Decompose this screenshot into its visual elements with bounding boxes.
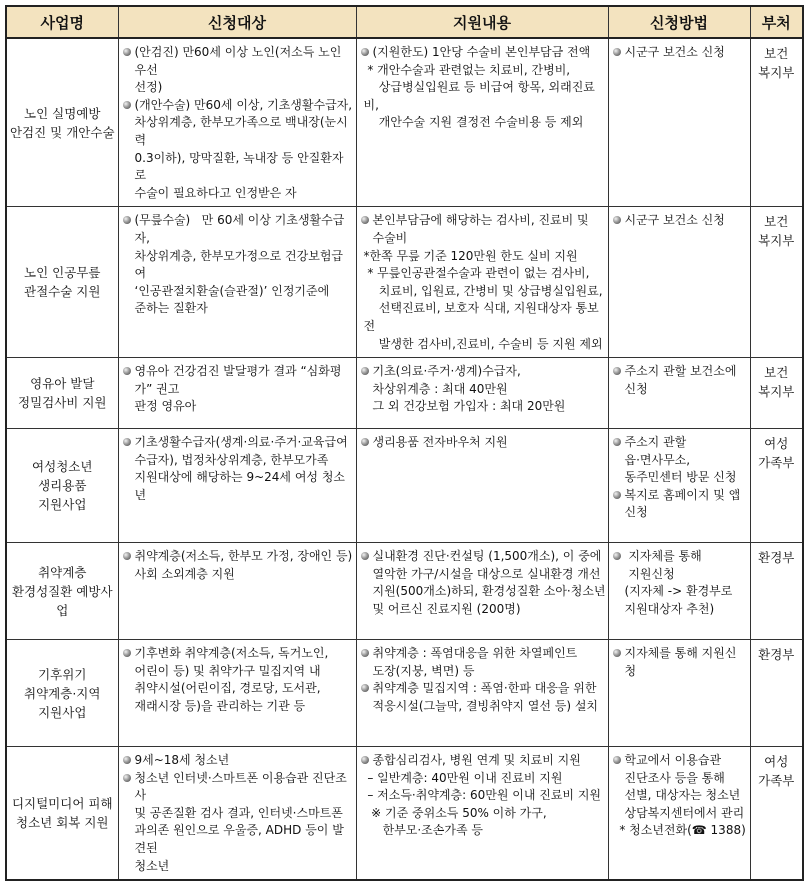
ministry-line: 복지부 [758,233,795,249]
method-line: 시군구 보건소 신청 [624,213,725,228]
program-name-cell [6,543,118,640]
method-item [612,363,748,398]
method-text [625,548,748,618]
header-eligibility: 신청대상 [118,6,356,38]
method-text [625,752,748,822]
program-name-cell [6,207,118,358]
table-row [6,543,803,640]
eligibility-item [122,97,354,203]
support-line: 도장(지붕, 벽면) 등 [372,663,475,678]
support-line: *한쪽 무릎 기준 120만원 한도 실비 지원 [363,248,578,263]
bullet-icon [123,48,131,56]
eligibility-cell [118,429,356,543]
support-content-cell [356,543,608,640]
method-item [612,548,748,618]
bullet-icon [613,649,621,657]
support-line: 상급병실입원료 등 비급여 항목, 외래진료비, [363,80,595,112]
bullet-icon [123,216,131,224]
support-item [360,548,606,618]
eligibility-cell [118,358,356,429]
support-line: 발생한 검사비,진료비, 수술비 등 지원 제외 [363,336,603,351]
eligibility-line: 지원대상에 해당하는 9~24세 여성 청소년 [134,470,346,502]
method-item [612,434,748,487]
ministry-line: 가족부 [758,773,795,789]
eligibility-line: 어린이 등) 및 취약가구 밀집지역 내 [134,663,321,678]
support-line: 취약계층 : 폭염대응을 위한 차열페인트 [372,646,578,661]
eligibility-line: 취약시설(어린이집, 경로당, 도서관, [134,681,321,696]
support-line: 한부모·조손가족 등 [363,823,483,838]
method-line: (지자체 -> 환경부로 [624,584,733,599]
application-method-cell [608,640,750,747]
support-text [373,680,606,715]
bullet-icon [361,48,369,56]
support-text [360,62,606,132]
eligibility-line: 과의존 원인으로 우울증, ADHD 등이 발견된 [134,823,344,856]
bullet-icon [361,552,369,560]
support-text [360,770,606,840]
method-item [612,752,748,822]
method-line: 주소지 관할 [624,435,687,450]
bullet-icon [123,101,131,109]
ministry-line: 복지부 [758,384,795,400]
program-name-line: 노인 실명예방 [24,105,101,121]
support-item [360,770,606,840]
application-method-cell [608,38,750,207]
support-line: 개안수술 지원 결정전 수술비용 등 제외 [363,115,584,130]
method-text [612,822,748,840]
eligibility-text [135,434,354,504]
support-text [373,212,606,247]
eligibility-line: 선정) [134,80,163,95]
bullet-icon [123,552,131,560]
ministry-line: 보건 [764,214,789,230]
program-name-line: 지원사업 [38,497,87,513]
method-line: 복지로 홈페이지 및 앱 [624,487,741,502]
eligibility-line: (개안수술) 만60세 이상, 기초생활수급자, [134,97,353,112]
eligibility-line: 기초생활수급자(생계·의료·주거·교육급여 [134,435,348,450]
bullet-icon [361,438,369,446]
program-name-line: 생리용품 [38,478,87,494]
eligibility-cell [118,543,356,640]
eligibility-cell [118,38,356,207]
bullet-icon [613,367,621,375]
support-line: – 일반계층: 40만원 이내 진료비 지원 [363,770,563,785]
eligibility-line: (안검진) 만60세 이상 노인(저소득 노인 우선 [134,45,346,77]
support-text [360,265,606,353]
eligibility-text [135,752,354,770]
method-line: 동주민센터 방문 신청 [624,470,737,485]
method-line: * 청소년전화(☎ 1388) [615,823,746,838]
program-name-line: 지원사업 [38,704,87,720]
table-row [6,429,803,543]
ministry-line: 여성 [764,754,789,770]
method-item [612,44,748,62]
support-line: 선택진료비, 보호자 식대, 지원대상자 통보전 [363,301,599,333]
eligibility-line: (무릎수술) 만 60세 이상 기초생활수급자, [134,213,345,245]
table-row [6,358,803,429]
header-ministry: 부처 [750,6,803,38]
program-name-line: 영유아 발달 [30,376,95,392]
eligibility-text [135,44,354,97]
support-line: 및 어르신 진료지원 (200명) [372,601,521,616]
program-name-cell [6,429,118,543]
support-text [373,752,606,770]
program-name-line: 환경성질환 예방사업 [11,583,113,618]
program-name-cell [6,38,118,207]
support-line: 치료비, 입원료, 간병비 및 상급병실입원료, [363,283,603,298]
method-text [625,487,748,522]
bullet-icon [613,216,621,224]
eligibility-line: 기후변화 취약계층(저소득, 독거노인, [134,646,329,661]
program-name-line: 디지털미디어 피해 [11,796,113,812]
method-line: 지원대상자 추천) [624,601,715,616]
program-name-cell [6,358,118,429]
method-line: 신청 [624,381,648,396]
method-item [612,487,748,522]
application-method-cell [608,358,750,429]
eligibility-item [122,752,354,770]
eligibility-cell [118,640,356,747]
bullet-icon [361,684,369,692]
method-line: 선별, 대상자는 청소년 [624,788,741,803]
ministry-line: 환경부 [758,647,795,663]
program-name-line: 노인 인공무릎 [24,265,101,281]
bullet-icon [613,491,621,499]
support-content-cell [356,747,608,881]
eligibility-text [135,770,354,876]
ministry-line: 보건 [764,46,789,61]
support-line: ※ 기준 중위소득 50% 이하 가구, [363,805,547,820]
table-row [6,38,803,207]
support-line: – 저소득·취약계층: 60만원 이내 진료비 지원 [363,788,602,803]
header-support-content: 지원내용 [356,6,608,38]
support-content-cell [356,358,608,429]
support-line: 생리용품 전자바우처 지원 [372,435,508,450]
method-text [625,44,748,62]
eligibility-item [122,548,354,583]
table-row [6,207,803,358]
method-text [625,363,748,398]
support-line: * 무릎인공관절수술과 관련이 없는 검사비, [363,266,590,281]
bullet-icon [361,649,369,657]
ministry-cell [750,207,803,358]
method-text [625,645,748,680]
ministry-cell [750,543,803,640]
eligibility-text [135,645,354,715]
method-line: 진단조사 등을 통해 [624,770,725,785]
program-name-cell [6,747,118,881]
header-application-method: 신청방법 [608,6,750,38]
eligibility-line: 영유아 건강검진 발달평가 결과 “심화평가” 권고 [134,364,342,396]
table-body [6,38,803,880]
application-method-cell [608,747,750,881]
ministry-line: 보건 [764,365,789,381]
support-content-cell [356,640,608,747]
method-text [625,212,748,230]
support-line: 차상위계층 : 최대 40만원 [372,381,508,396]
eligibility-item [122,212,354,318]
support-item [360,645,606,680]
support-line: * 개안수술과 관련없는 치료비, 간병비, [363,62,571,77]
bullet-icon [123,756,131,764]
bullet-icon [361,367,369,375]
method-item [612,212,748,230]
support-item [360,212,606,247]
table-header-row [6,6,803,38]
support-line: 실내환경 진단·컨설팅 (1,500개소), 이 중에 [372,549,602,564]
bullet-icon [123,367,131,375]
method-item [612,822,748,840]
method-line: 주소지 관할 보건소에 [624,364,737,379]
ministry-line: 복지부 [758,65,795,80]
eligibility-line: 판정 영유아 [134,399,197,414]
method-line: 신청 [624,505,648,520]
program-name-line: 여성청소년 [32,459,93,475]
support-item [360,248,606,266]
table-row [6,747,803,881]
method-line: 학교에서 이용습관 [624,753,722,768]
eligibility-line: 취약계층(저소득, 한부모 가정, 장애인 등) [134,549,353,564]
eligibility-text [135,548,354,583]
bullet-icon [613,756,621,764]
support-item [360,434,606,452]
support-item [360,44,606,62]
support-line: 적응시설(그늘막, 결빙취약지 열선 등) 설치 [372,698,599,713]
method-line: 지자체를 통해 지원신청 [624,646,737,678]
ministry-cell [750,38,803,207]
ministry-cell [750,358,803,429]
eligibility-line: 재래시장 등)을 관리하는 기관 등 [134,698,306,713]
method-line: 읍·면사무소, [624,452,691,467]
eligibility-item [122,44,354,97]
method-text [625,434,748,487]
support-item [360,363,606,416]
support-line: (지원한도) 1안당 수술비 본인부담금 전액 [372,45,591,59]
method-item [612,645,748,680]
support-text [373,363,606,416]
program-name-line: 안검진 및 개안수술 [9,124,115,140]
eligibility-item [122,645,354,715]
bullet-icon [361,756,369,764]
ministry-line: 여성 [764,436,789,452]
eligibility-text [135,212,354,318]
eligibility-line: 차상위계층, 한부모가정으로 건강보험급여 [134,248,344,281]
eligibility-line: 수술이 필요하다고 인정받은 자 [134,185,297,200]
eligibility-cell [118,747,356,881]
eligibility-line: 차상위계층, 한부모가족으로 백내장(눈시력 [134,115,348,147]
eligibility-line: 청소년 [134,858,170,873]
support-content-cell [356,38,608,207]
eligibility-item [122,363,354,416]
ministry-cell [750,429,803,543]
ministry-cell [750,747,803,881]
support-text [373,44,606,62]
bullet-icon [613,48,621,56]
header-program-name: 사업명 [6,6,118,38]
support-program-table [5,5,804,881]
ministry-cell [750,640,803,747]
method-line: 상담복지센터에서 관리 [624,805,745,820]
support-line: 기초(의료·주거·생계)수급자, [372,364,521,379]
ministry-line: 환경부 [758,550,795,566]
support-content-cell [356,207,608,358]
eligibility-line: 9세~18세 청소년 [134,753,230,768]
program-name-line: 정밀검사비 지원 [18,395,107,411]
program-name-line: 취약계층 [38,564,87,580]
support-text [373,548,606,618]
bullet-icon [613,552,621,560]
application-method-cell [608,207,750,358]
eligibility-text [135,363,354,416]
support-line: 종합심리검사, 병원 연계 및 치료비 지원 [372,753,581,768]
support-item [360,62,606,132]
method-line: 지자체를 통해 [624,549,702,564]
eligibility-line: ‘인공관절치환술(슬관절)’ 인정기준에 [134,283,330,298]
support-item [360,752,606,770]
eligibility-cell [118,207,356,358]
support-line: 수술비 [372,230,408,245]
eligibility-line: 0.3이하), 망막질환, 녹내장 등 안질환자로 [134,150,344,183]
eligibility-item [122,434,354,504]
support-text [360,248,606,266]
bullet-icon [123,774,131,782]
bullet-icon [361,216,369,224]
eligibility-line: 및 공존질환 검사 결과, 인터넷·스마트폰 [134,805,343,820]
method-line: 시군구 보건소 신청 [624,45,725,59]
table-row [6,640,803,747]
support-line: 지원(500개소)하되, 환경성질환 소아·청소년 [372,584,606,599]
eligibility-line: 준하는 질환자 [134,301,208,316]
method-line: 지원신청 [624,566,675,581]
program-table-container [5,5,802,873]
bullet-icon [613,438,621,446]
eligibility-line: 수급자), 법정차상위계층, 한부모가족 [134,452,329,467]
support-text [373,645,606,680]
program-name-line: 기후위기 [38,666,87,682]
eligibility-line: 사회 소외계층 지원 [134,566,235,581]
application-method-cell [608,429,750,543]
program-name-line: 관절수술 지원 [24,284,101,300]
bullet-icon [123,438,131,446]
application-method-cell [608,543,750,640]
eligibility-text [135,97,354,203]
support-item [360,265,606,353]
support-item [360,680,606,715]
ministry-line: 가족부 [758,455,795,471]
program-name-cell [6,640,118,747]
support-text [373,434,606,452]
eligibility-line: 청소년 인터넷·스마트폰 이용습관 진단조사 [134,770,347,803]
program-name-line: 취약계층·지역 [24,685,101,701]
support-content-cell [356,429,608,543]
support-line: 그 외 건강보험 가입자 : 최대 20만원 [372,399,566,414]
bullet-icon [123,649,131,657]
eligibility-item [122,770,354,876]
support-line: 취약계층 밀집지역 : 폭염·한파 대응을 위한 [372,681,597,696]
support-line: 본인부담금에 해당하는 검사비, 진료비 및 [372,213,589,228]
program-name-line: 청소년 회복 지원 [16,815,109,831]
support-line: 열악한 가구/시설을 대상으로 실내환경 개선 [372,566,601,581]
